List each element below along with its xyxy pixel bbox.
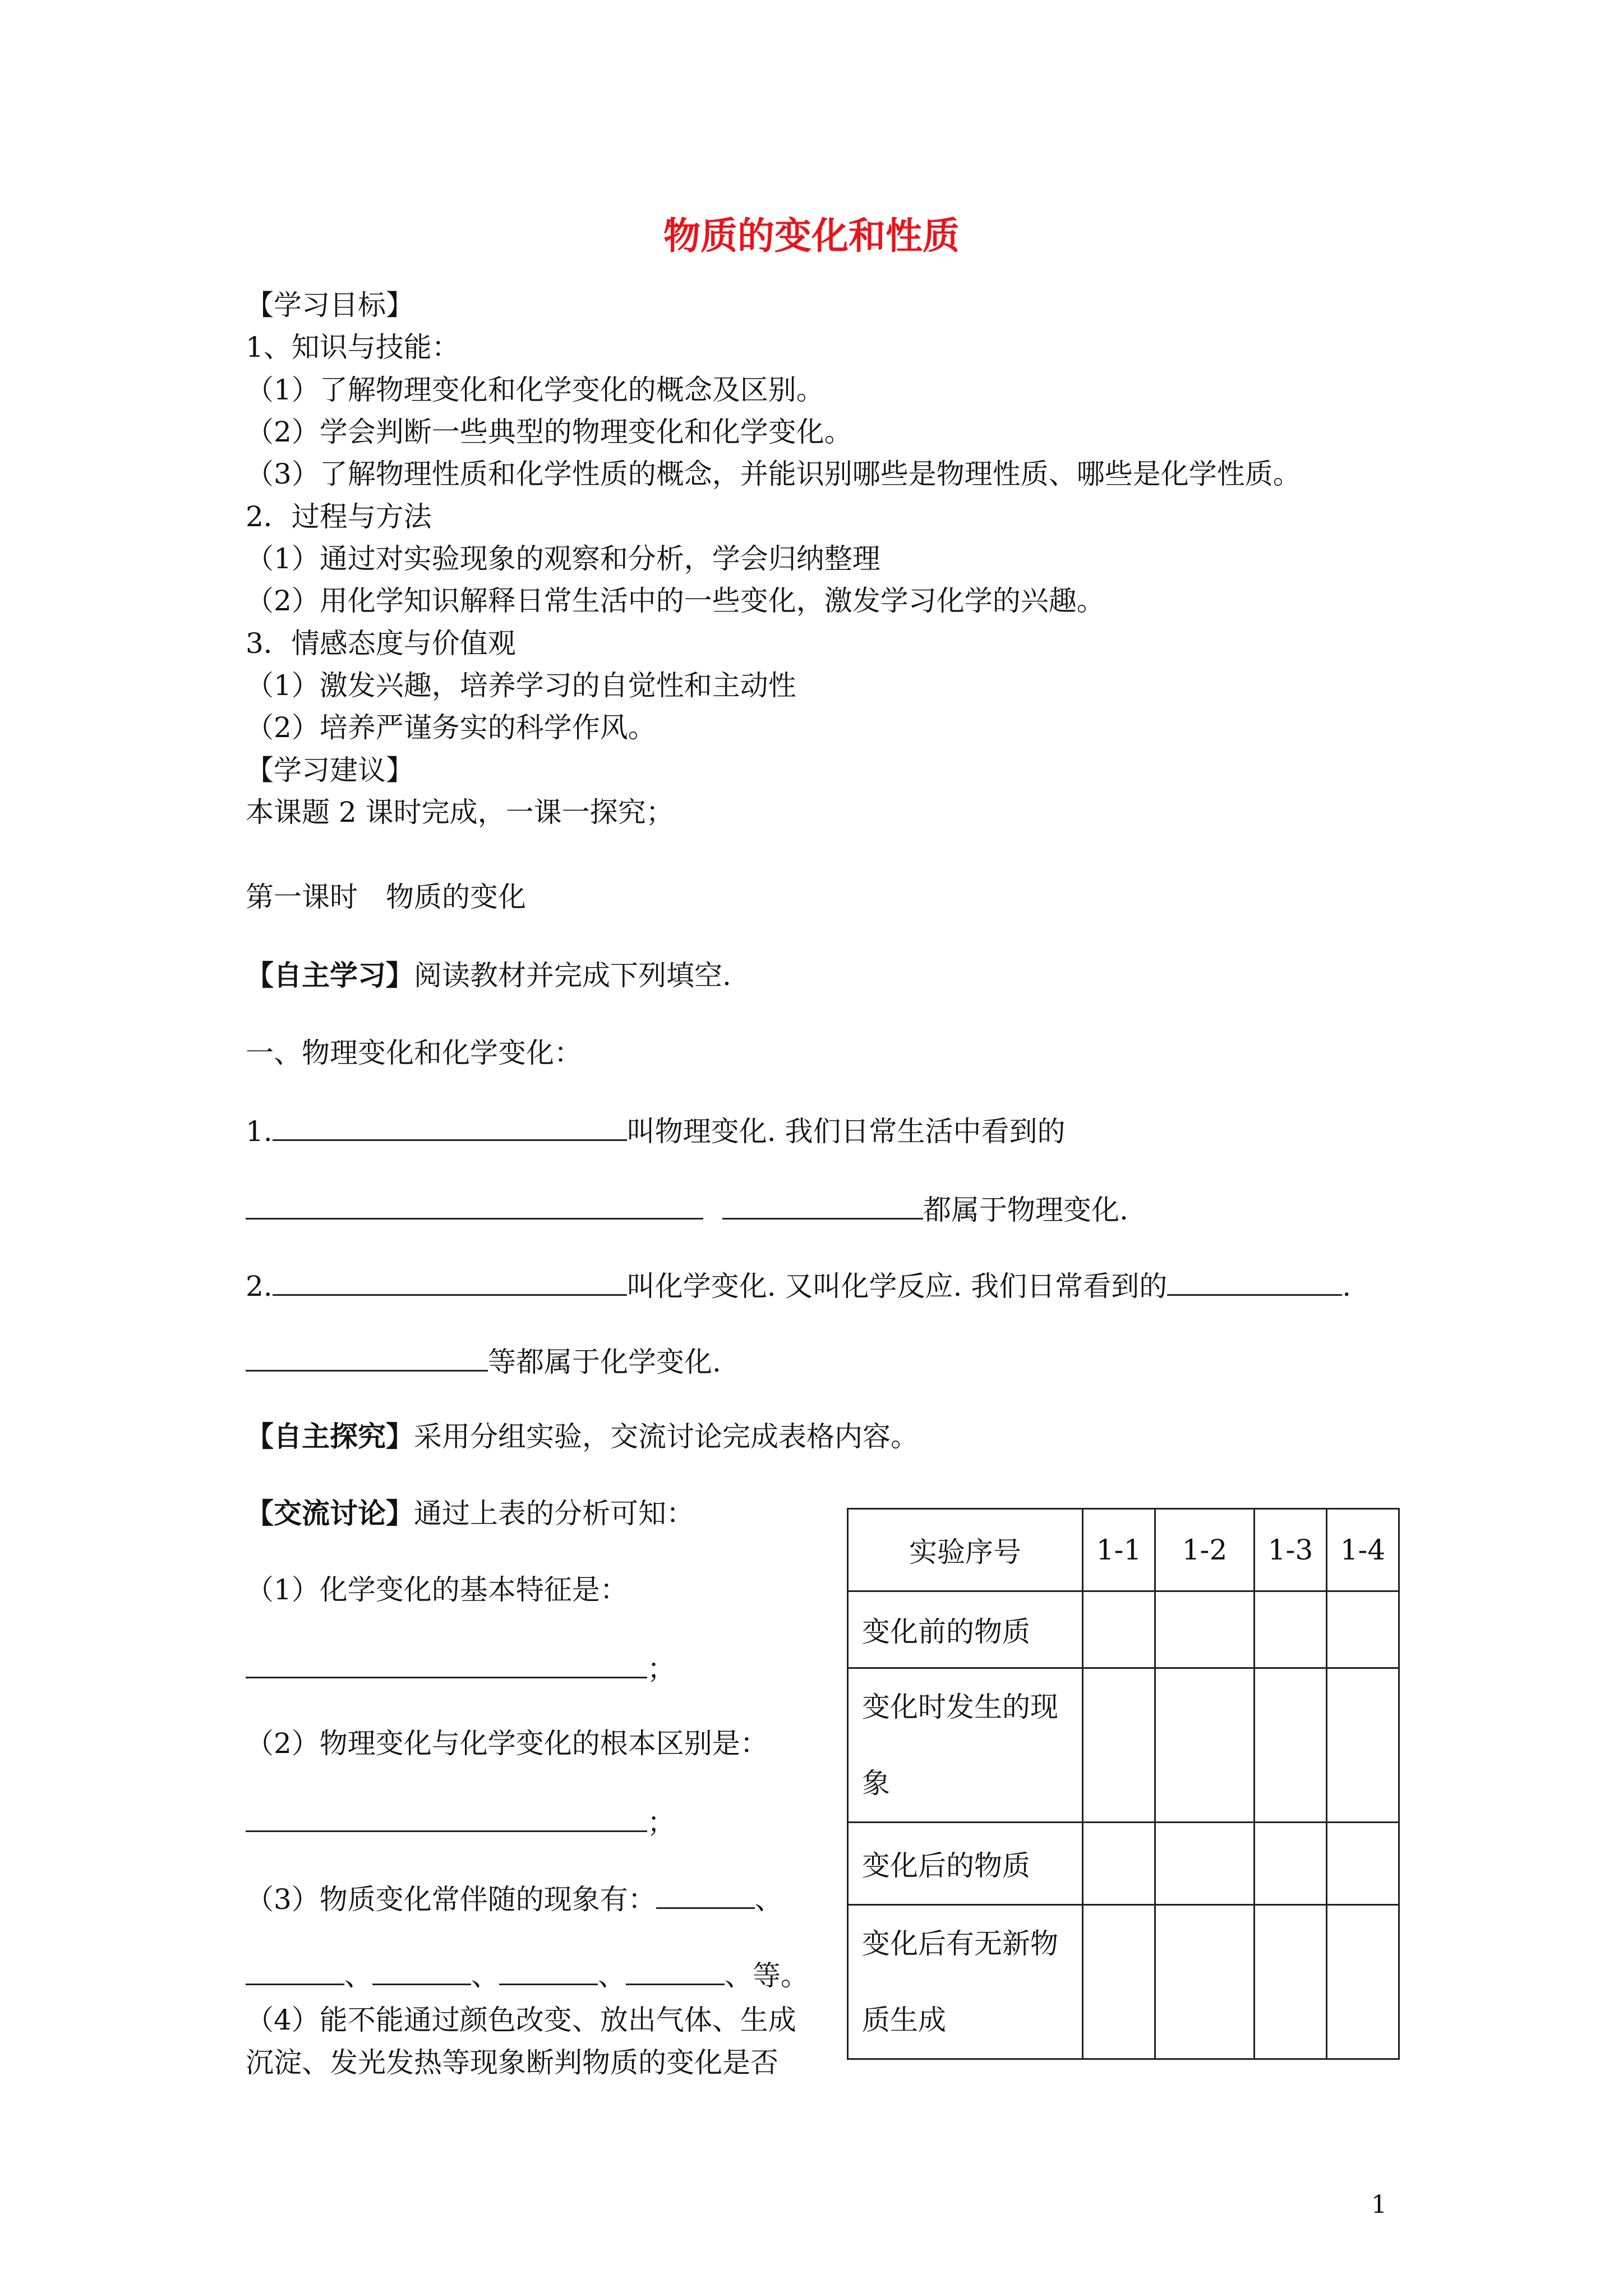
table-col-header: 1-1 [1083,1509,1155,1591]
answer-blank[interactable] [722,1193,923,1220]
page-number: 1 [1371,2191,1387,2219]
question-1-continued [246,1193,1128,1224]
answer-blank[interactable] [246,1959,344,1985]
question-1-text: 叫物理变化. 我们日常生活中看到的 [626,1115,1066,1148]
answer-blank[interactable] [273,1115,627,1141]
table-row [848,1668,1399,1823]
answer-blank[interactable] [626,1959,725,1985]
separator: 、 [471,1959,499,1992]
answer-blank[interactable] [499,1959,598,1985]
table-cell[interactable] [1327,1591,1399,1668]
table-cell[interactable] [1255,1591,1327,1668]
table-cell[interactable] [1327,1905,1399,2059]
lesson-heading: 第一课时 物质的变化 [246,881,526,913]
table-cell[interactable] [1155,1823,1255,1905]
answer-blank[interactable] [246,1345,488,1372]
discuss-item-2: （2）物理变化与化学变化的根本区别是： [246,1727,768,1760]
question-1-end-text: 都属于物理变化. [923,1194,1128,1226]
separator: 、 [344,1959,372,1992]
table-row [848,1823,1399,1905]
explore-line [246,1420,919,1453]
question-2-number: 2. [246,1270,273,1303]
goals-item-2-2: （2）用化学知识解释日常生活中的一些变化，激发学习化学的兴趣。 [246,585,1105,617]
table-cell[interactable] [1255,1823,1327,1905]
table-header-row [848,1509,1399,1591]
goals-item-1-2: （2）学会判断一些典型的物理变化和化学变化。 [246,416,852,448]
table-cell[interactable] [1155,1591,1255,1668]
answer-blank[interactable] [1167,1269,1342,1296]
answer-blank[interactable] [656,1883,755,1909]
advice-header: 【学习建议】 [246,754,414,786]
table-cell[interactable] [1083,1591,1155,1668]
goals-item-1-1: （1）了解物理变化和化学变化的概念及区别。 [246,374,824,406]
goals-item-1-3: （3）了解物理性质和化学性质的概念，并能识别哪些是物理性质、哪些是化学性质。 [246,458,1301,490]
table-header-label: 实验序号 [848,1509,1083,1591]
goals-header: 【学习目标】 [246,289,414,321]
separator: 、 [598,1959,626,1992]
table-row-label: 变化时发生的现象 [848,1668,1083,1823]
table-cell[interactable] [1255,1668,1327,1823]
table-row-label: 变化前的物质 [848,1591,1083,1668]
answer-blank[interactable] [273,1269,627,1296]
question-1-number: 1. [246,1115,273,1148]
explore-text: 采用分组实验，交流讨论完成表格内容。 [414,1420,919,1453]
goals-section-3: 3．情感态度与价值观 [246,627,516,660]
discuss-item-2-end: ； [647,1806,675,1839]
answer-blank[interactable] [246,1806,647,1832]
table-cell[interactable] [1083,1668,1155,1823]
question-1 [246,1115,1066,1148]
question-2-end-text: 等都属于化学变化. [488,1346,721,1378]
table-col-header: 1-4 [1327,1509,1399,1591]
separator: 、 [754,1883,783,1916]
page-title: 物质的变化和性质 [663,214,960,257]
self-study-tag: 【自主学习】 [246,959,414,992]
table-row [848,1591,1399,1668]
answer-blank[interactable] [372,1959,471,1985]
discuss-item-1-end: ； [647,1653,675,1685]
self-study-line [246,961,731,990]
question-2-continued [246,1345,721,1376]
question-2-period: . [1342,1270,1352,1303]
discuss-item-1: （1）化学变化的基本特征是： [246,1573,628,1606]
discuss-item-3 [246,1883,783,1916]
table-cell[interactable] [1255,1905,1327,2059]
discuss-item-3-continued [246,1959,809,1990]
table-row-label: 变化后有无新物质生成 [848,1905,1083,2059]
self-study-text: 阅读教材并完成下列填空. [414,959,731,992]
discuss-item-4-line-2: 沉淀、发光发热等现象断判物质的变化是否 [246,2046,778,2079]
goals-item-3-2: （2）培养严谨务实的科学作风。 [246,711,656,744]
advice-text: 本课题 2 课时完成，一课一探究； [246,796,674,829]
discuss-item-3-end: 、等。 [725,1959,809,1992]
discuss-item-4-line-1: （4）能不能通过颜色改变、放出气体、生成 [246,2004,796,2036]
discuss-tag: 【交流讨论】 [246,1497,414,1530]
question-2-text: 叫化学变化. 又叫化学反应. 我们日常看到的 [626,1270,1168,1303]
explore-tag: 【自主探究】 [246,1420,414,1453]
table-col-header: 1-2 [1155,1509,1255,1591]
table-cell[interactable] [1327,1823,1399,1905]
experiment-table [847,1508,1400,2060]
goals-item-3-1: （1）激发兴趣，培养学习的自觉性和主动性 [246,669,796,702]
goals-section-1: 1、知识与技能： [246,331,460,364]
table-row-label: 变化后的物质 [848,1823,1083,1905]
question-2 [246,1269,1352,1303]
table-col-header: 1-3 [1255,1509,1327,1591]
discuss-text: 通过上表的分析可知： [414,1497,694,1530]
table-cell[interactable] [1083,1905,1155,2059]
table-row [848,1905,1399,2059]
answer-blank[interactable] [246,1193,703,1220]
table-cell[interactable] [1327,1668,1399,1823]
section-1-heading: 一、物理变化和化学变化： [246,1037,582,1069]
discuss-line [246,1497,694,1530]
discuss-item-1-answer [246,1652,675,1683]
discuss-item-3-text: （3）物质变化常伴随的现象有： [246,1883,656,1916]
table-cell[interactable] [1155,1905,1255,2059]
table-cell[interactable] [1083,1823,1155,1905]
goals-item-2-1: （1）通过对实验现象的观察和分析，学会归纳整理 [246,542,880,575]
discuss-item-2-answer [246,1806,675,1837]
answer-blank[interactable] [246,1652,647,1678]
table-cell[interactable] [1155,1668,1255,1823]
goals-section-2: 2．过程与方法 [246,500,432,533]
